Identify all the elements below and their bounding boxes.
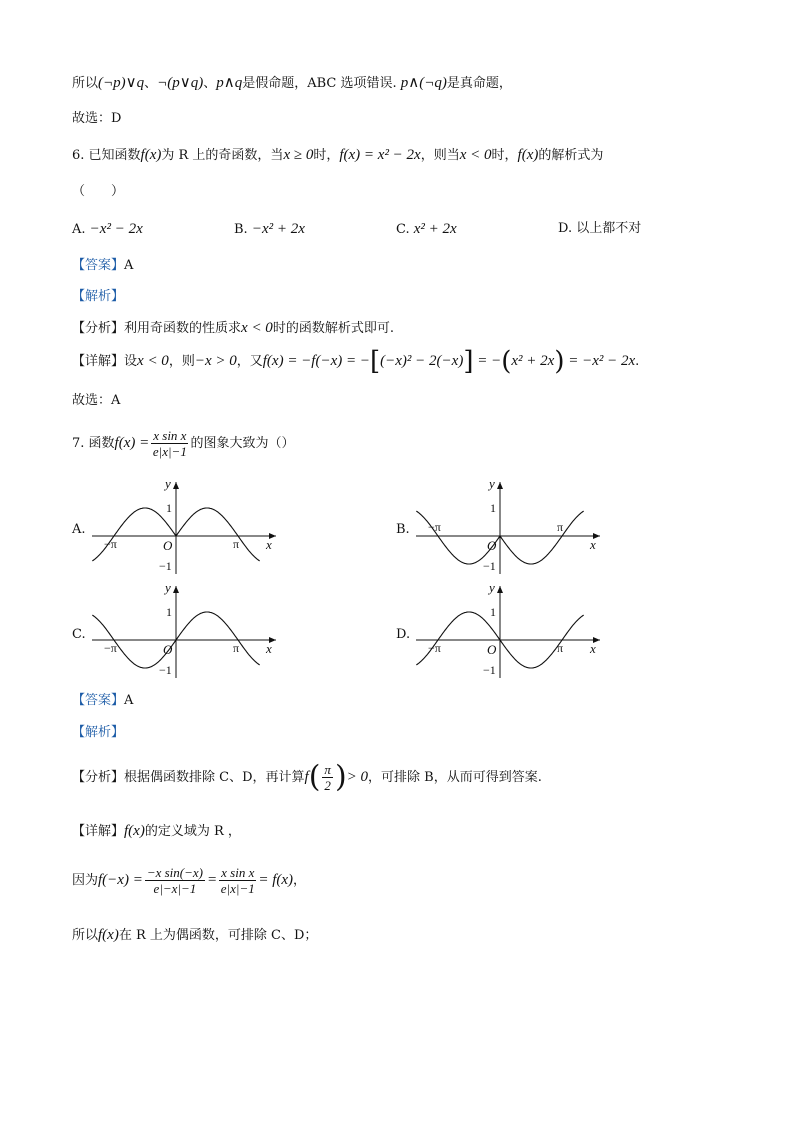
option-d [558,220,641,238]
answer-line [72,257,133,275]
text: 根据偶函数排除 C、D，再计算 [124,770,305,785]
math-expr: f(x) = −f(−x) = − [262,353,370,369]
fraction [151,428,188,459]
text: 所以 [72,76,99,91]
option-label: A. [72,222,86,237]
math-expr: p∧(¬q) [400,75,447,91]
math-expr: x < 0 [137,353,169,369]
denominator: e|x|−1 [152,444,187,459]
tick-label-pi: π [557,641,564,655]
tick-label-neg-pi: −π [104,537,117,551]
tick-label-neg-1: −1 [483,663,496,677]
xiangjie-tag: 【详解】 [72,824,125,839]
math-expr: = [207,872,218,888]
numerator: π [324,762,331,777]
denominator: 2 [324,778,331,793]
option-label: D. [558,221,573,236]
conclusion-line [72,926,317,945]
y-axis-label: y [165,478,171,491]
option-c [396,220,457,239]
text: 、 [203,76,217,91]
text: 是假命题，ABC 选项错误. [242,76,401,91]
math-expr: = −x² − 2x [564,353,636,369]
xiangjie-tag: 【详解】 [72,354,125,369]
fraction [322,762,333,793]
math-expr: (−x)² − 2(−x) [380,353,464,369]
xiangjie-line-7 [72,822,241,841]
origin-label: O [163,538,173,553]
math-expr: f(−x) = [98,872,143,888]
math-expr: = f(x) [258,872,294,888]
text: 的定义域为 R ， [144,824,241,839]
option-label: B. [234,222,248,237]
graph-a [88,478,284,578]
y-axis-label: y [489,478,495,491]
left-bracket: [ [370,346,381,377]
text: 时的函数解析式即可. [272,321,394,336]
option-expr: 以上都不对 [576,221,642,236]
x-axis-label: x [590,537,596,552]
question-6-paren: （ ） [72,184,125,199]
math-expr: = − [473,353,502,369]
graph-c [88,582,284,682]
text: ，则 [168,354,195,369]
tick-label-pi: π [233,641,240,655]
fraction [219,865,256,896]
math-expr: p∧q [216,75,243,91]
denominator: e|−x|−1 [153,881,197,896]
text: 的图象大致为（） [190,436,295,451]
right-paren: ) [554,346,565,377]
graph-label-c: C. [72,627,86,642]
text: 利用奇函数的性质求 [124,321,242,336]
text: ，又 [236,354,263,369]
text: ，可排除 B，从而可得到答案. [368,770,542,785]
text: 在 R 上为偶函数，可排除 C、D； [118,928,318,943]
left-paren: ( [501,346,512,377]
y-axis-arrow [173,482,179,489]
math-expr: f(x) = x² − 2x [339,147,421,163]
math-expr: f(x) [140,147,162,163]
left-paren: ( [308,759,321,795]
tick-label-neg-1: −1 [159,663,172,677]
even-proof-line [72,862,306,899]
fenxi-tag: 【分析】 [72,321,125,336]
origin-label: O [487,538,497,553]
text: 设 [124,354,138,369]
math-expr: (¬p)∨q [98,75,145,91]
math-expr: f(x) = [114,435,150,451]
math-expr: f [304,769,309,785]
x-axis-label: x [590,641,596,656]
text: . [635,354,640,369]
denominator: e|x|−1 [220,881,255,896]
fenxi-line-7 [72,760,542,795]
xiangjie-line [72,346,640,377]
tick-label-neg-1: −1 [159,559,172,573]
tick-label-pi: π [233,537,240,551]
numerator: x sin x [221,865,255,880]
right-paren: ) [334,759,347,795]
text: 、 [144,76,158,91]
tick-label-neg-pi: −π [104,641,117,655]
option-expr: x² + 2x [413,221,457,237]
text: 因为 [72,873,99,888]
tick-label-1: 1 [490,605,496,619]
previous-answer: 故选：D [72,111,122,126]
statement-line [72,74,512,93]
tick-label-neg-pi: −π [428,520,441,534]
option-a [72,220,143,239]
text: 为 R 上的奇函数，当 [161,148,284,163]
math-expr: −x > 0 [194,353,237,369]
math-expr: x < 0 [241,320,273,336]
y-axis-arrow [497,482,503,489]
right-bracket: ] [463,346,474,377]
answer-value: A [124,693,134,708]
analysis-label: 【解析】 [72,289,125,304]
graph-label-b: B. [396,522,410,537]
text: 所以 [72,928,99,943]
text: 时， [313,148,340,163]
text: 6. 已知函数 [72,148,141,163]
fraction [145,865,205,896]
analysis-label: 【解析】 [72,725,125,740]
math-expr: f(x) [124,823,145,839]
graph-d [412,582,608,682]
text: ，则当 [420,148,460,163]
graph-b [412,478,608,578]
fenxi-tag: 【分析】 [72,770,125,785]
graph-label-d: D. [396,627,411,642]
option-label: C. [396,222,410,237]
answer-line-7 [72,692,133,710]
answer-tag: 【答案】 [72,693,125,708]
tick-label-pi: π [557,520,564,534]
analysis-tag-7 [72,724,124,742]
y-axis-label: y [165,582,171,595]
tick-label-neg-pi: −π [428,641,441,655]
math-expr: f(x) [98,927,119,943]
question-7-stem [72,428,294,459]
origin-label: O [487,642,497,657]
text: 时， [491,148,518,163]
tick-label-1: 1 [166,501,172,515]
analysis-tag [72,288,124,306]
text: ， [293,873,307,888]
numerator: x sin x [153,428,187,443]
question-6-choose: 故选：A [72,393,121,408]
math-expr: x² + 2x [511,353,555,369]
tick-label-neg-1: −1 [483,559,496,573]
origin-label: O [163,642,173,657]
option-expr: −x² − 2x [89,221,143,237]
graph-label-a: A. [72,522,86,537]
fenxi-line [72,319,394,338]
y-axis-arrow [497,586,503,593]
question-6-stem [72,146,603,165]
tick-label-1: 1 [490,501,496,515]
numerator: −x sin(−x) [146,865,203,880]
math-expr: ¬(p∨q) [157,75,204,91]
y-axis-arrow [173,586,179,593]
math-expr: x < 0 [459,147,492,163]
y-axis-label: y [489,582,495,595]
math-expr: > 0 [346,769,369,785]
x-axis-label: x [266,537,272,552]
option-expr: −x² + 2x [251,221,305,237]
x-axis-label: x [266,641,272,656]
text: 的解析式为 [538,148,604,163]
option-b [234,220,305,239]
answer-value: A [124,258,134,273]
answer-tag: 【答案】 [72,258,125,273]
math-expr: x ≥ 0 [283,147,314,163]
math-expr: f(x) [517,147,539,163]
text: 7. 函数 [72,436,115,451]
tick-label-1: 1 [166,605,172,619]
text: 是真命题， [446,76,512,91]
